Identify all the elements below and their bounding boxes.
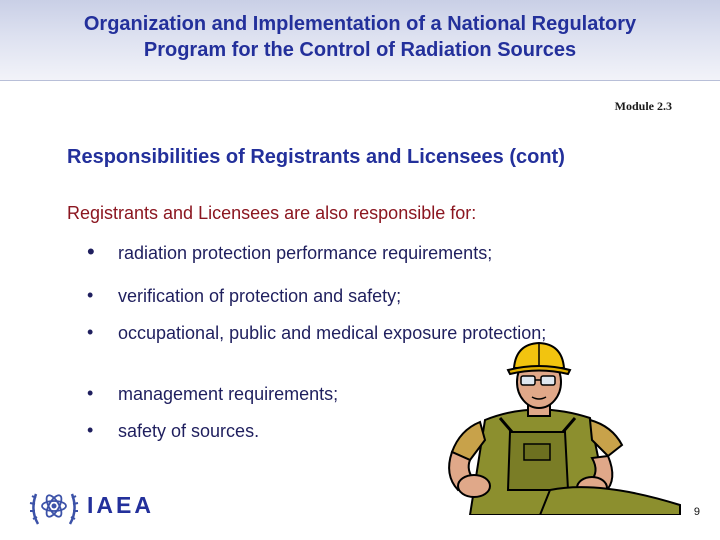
page-number: 9: [693, 506, 700, 518]
bullet-marker: •: [87, 383, 94, 403]
title-banner: [0, 0, 720, 81]
bullet-marker: •: [87, 285, 94, 305]
module-label: Module 2.3: [614, 99, 672, 113]
iaea-wordmark: IAEA: [87, 492, 154, 518]
bullet-text: radiation protection performance requirements;: [118, 243, 493, 263]
bullet-text: occupational, public and medical exposure protection;: [118, 323, 547, 343]
iaea-emblem-icon: [28, 484, 80, 528]
bullet-marker: •: [87, 420, 94, 440]
slide-heading: Responsibilities of Registrants and Licensees (cont): [67, 146, 565, 168]
presentation-title: [20, 11, 700, 63]
title-line-2: Program for the Control of Radiation Sources: [143, 39, 577, 61]
bullet-text: safety of sources.: [118, 421, 260, 441]
bullet-text: management requirements;: [118, 384, 339, 404]
intro-text: Registrants and Licensees are also responsible for:: [67, 203, 477, 223]
bullet-text: verification of protection and safety;: [118, 286, 402, 306]
bullet-marker: •: [87, 322, 94, 342]
bullet-marker: •: [87, 239, 95, 264]
title-line-1: Organization and Implementation of a National Regulatory: [83, 13, 637, 35]
worker-illustration: [440, 340, 690, 515]
